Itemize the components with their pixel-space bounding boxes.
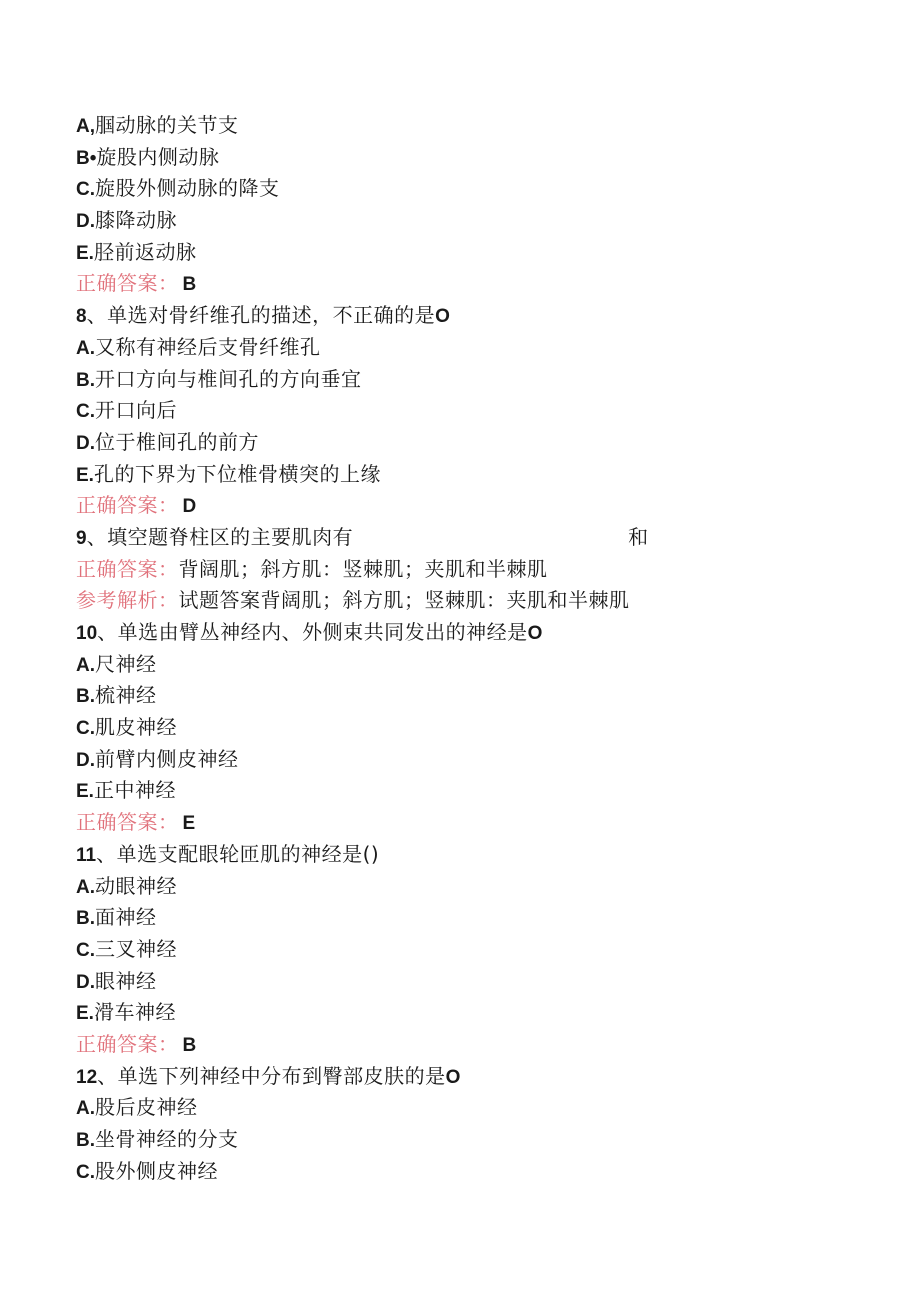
option-line	[76, 142, 876, 174]
option-text: 股外侧皮神经	[95, 1158, 218, 1183]
answer-text: 背阔肌；斜方肌：竖棘肌；夹肌和半棘肌	[178, 556, 548, 581]
option-letter: B.	[76, 1130, 95, 1151]
option-text: 前臂内侧皮神经	[95, 746, 239, 771]
option-letter: B.	[76, 908, 95, 930]
question-blank-mark: O	[527, 623, 543, 644]
option-text: 正中神经	[93, 778, 176, 803]
option-line	[76, 744, 876, 776]
option-letter: C.	[76, 1161, 95, 1183]
option-letter: B.	[76, 686, 95, 708]
option-text: 动眼神经	[95, 873, 177, 898]
option-text: 开口方向与椎间孔的方向垂宜	[95, 366, 362, 391]
option-text: 胫前返动脉	[93, 239, 197, 264]
answer-label: 正确答案：	[76, 493, 179, 518]
answer-line	[76, 807, 876, 839]
option-letter: C.	[76, 179, 95, 201]
option-letter: E.	[76, 242, 94, 264]
option-letter: C.	[76, 718, 95, 740]
option-letter: A.	[76, 876, 95, 898]
answer-value: D	[182, 496, 197, 518]
question-text: 、单选由臂丛神经内、外侧束共同发出的神经是	[97, 620, 528, 644]
answer-line	[76, 268, 876, 300]
option-line	[76, 712, 876, 744]
option-text: 又称有神经后支骨纤维孔	[95, 334, 321, 359]
question-line	[76, 300, 876, 332]
answer-line	[76, 490, 876, 522]
option-letter: D.	[76, 432, 95, 454]
option-letter: C.	[76, 939, 95, 961]
option-text: 膝降动脉	[95, 208, 177, 233]
option-letter: B•	[76, 147, 97, 169]
question-text: 、单选对骨纤维孔的描述，不正确的是	[86, 303, 436, 328]
answer-value: B	[182, 274, 197, 296]
analysis-line	[76, 585, 876, 617]
option-line	[76, 775, 876, 807]
question-line	[76, 1061, 876, 1093]
option-text: 旋股内侧动脉	[96, 144, 220, 169]
option-line	[76, 997, 876, 1029]
question-blank-mark: O	[435, 306, 450, 328]
option-line	[76, 459, 876, 491]
answer-line	[76, 554, 876, 586]
option-text: 眼神经	[95, 968, 157, 993]
question-text: 、填空题脊柱区的主要肌肉有	[86, 524, 354, 549]
answer-label: 正确答案：	[76, 556, 179, 581]
option-line	[76, 332, 876, 364]
option-text: 三叉神经	[95, 936, 177, 961]
option-text: 腘动脉的关节支	[95, 113, 239, 137]
document-page	[76, 110, 876, 1187]
option-text: 滑车神经	[93, 1000, 176, 1025]
question-line	[76, 522, 876, 554]
option-line	[76, 902, 876, 934]
analysis-text: 试题答案背阔肌；斜方肌；竖棘肌：夹肌和半棘肌	[178, 588, 630, 613]
option-text: 坐骨神经的分支	[95, 1127, 239, 1151]
option-line	[76, 395, 876, 427]
option-letter: D.	[76, 211, 95, 233]
option-line	[76, 680, 876, 712]
option-line	[76, 649, 876, 681]
question-text: 、单选下列神经中分布到臀部皮肤的是	[97, 1063, 446, 1088]
option-letter: E.	[76, 781, 94, 803]
option-text: 尺神经	[95, 651, 157, 676]
option-text: 梳神经	[95, 683, 157, 708]
option-text: 面神经	[95, 905, 157, 930]
option-line	[76, 966, 876, 998]
option-line	[76, 427, 876, 459]
option-letter: D.	[76, 749, 95, 771]
question-number: 8	[76, 306, 87, 328]
option-letter: A.	[76, 337, 95, 359]
analysis-label: 参考解析：	[76, 588, 179, 613]
option-line	[76, 1092, 876, 1124]
question-number: 11	[76, 844, 97, 866]
option-letter: C.	[76, 401, 95, 423]
question-line	[76, 617, 876, 649]
answer-line	[76, 1029, 876, 1061]
option-text: 开口向后	[95, 398, 177, 423]
option-line	[76, 1124, 876, 1156]
question-line	[76, 839, 876, 871]
option-letter: A.	[76, 654, 95, 676]
fill-blank-connector: 和	[628, 524, 649, 549]
answer-label: 正确答案：	[76, 1031, 179, 1056]
question-number: 10	[76, 623, 98, 644]
option-line	[76, 364, 876, 396]
answer-label: 正确答案：	[76, 271, 179, 296]
option-line	[76, 173, 876, 205]
option-text: 孔的下界为下位椎骨横突的上缘	[93, 461, 381, 486]
option-line	[76, 237, 876, 269]
question-number: 9	[76, 527, 87, 549]
question-number: 12	[76, 1066, 98, 1088]
option-letter: E.	[76, 464, 94, 486]
option-text: 肌皮神经	[95, 715, 177, 740]
option-text: 位于椎间孔的前方	[95, 429, 259, 454]
answer-value: B	[182, 1034, 197, 1056]
option-text: 股后皮神经	[95, 1095, 198, 1120]
option-line	[76, 110, 876, 142]
option-line	[76, 1156, 876, 1188]
question-blank-mark: O	[445, 1066, 461, 1088]
answer-label: 正确答案：	[76, 810, 179, 835]
option-letter: D.	[76, 971, 95, 993]
option-letter: A,	[76, 116, 95, 137]
option-line	[76, 871, 876, 903]
option-line	[76, 205, 876, 237]
option-letter: B.	[76, 369, 95, 391]
option-line	[76, 934, 876, 966]
answer-value: E	[182, 813, 196, 835]
question-text: 、单选支配眼轮匝肌的神经是()	[96, 841, 380, 866]
option-letter: A.	[76, 1098, 95, 1120]
option-text: 旋股外侧动脉的降支	[95, 176, 280, 201]
option-letter: E.	[76, 1003, 94, 1025]
